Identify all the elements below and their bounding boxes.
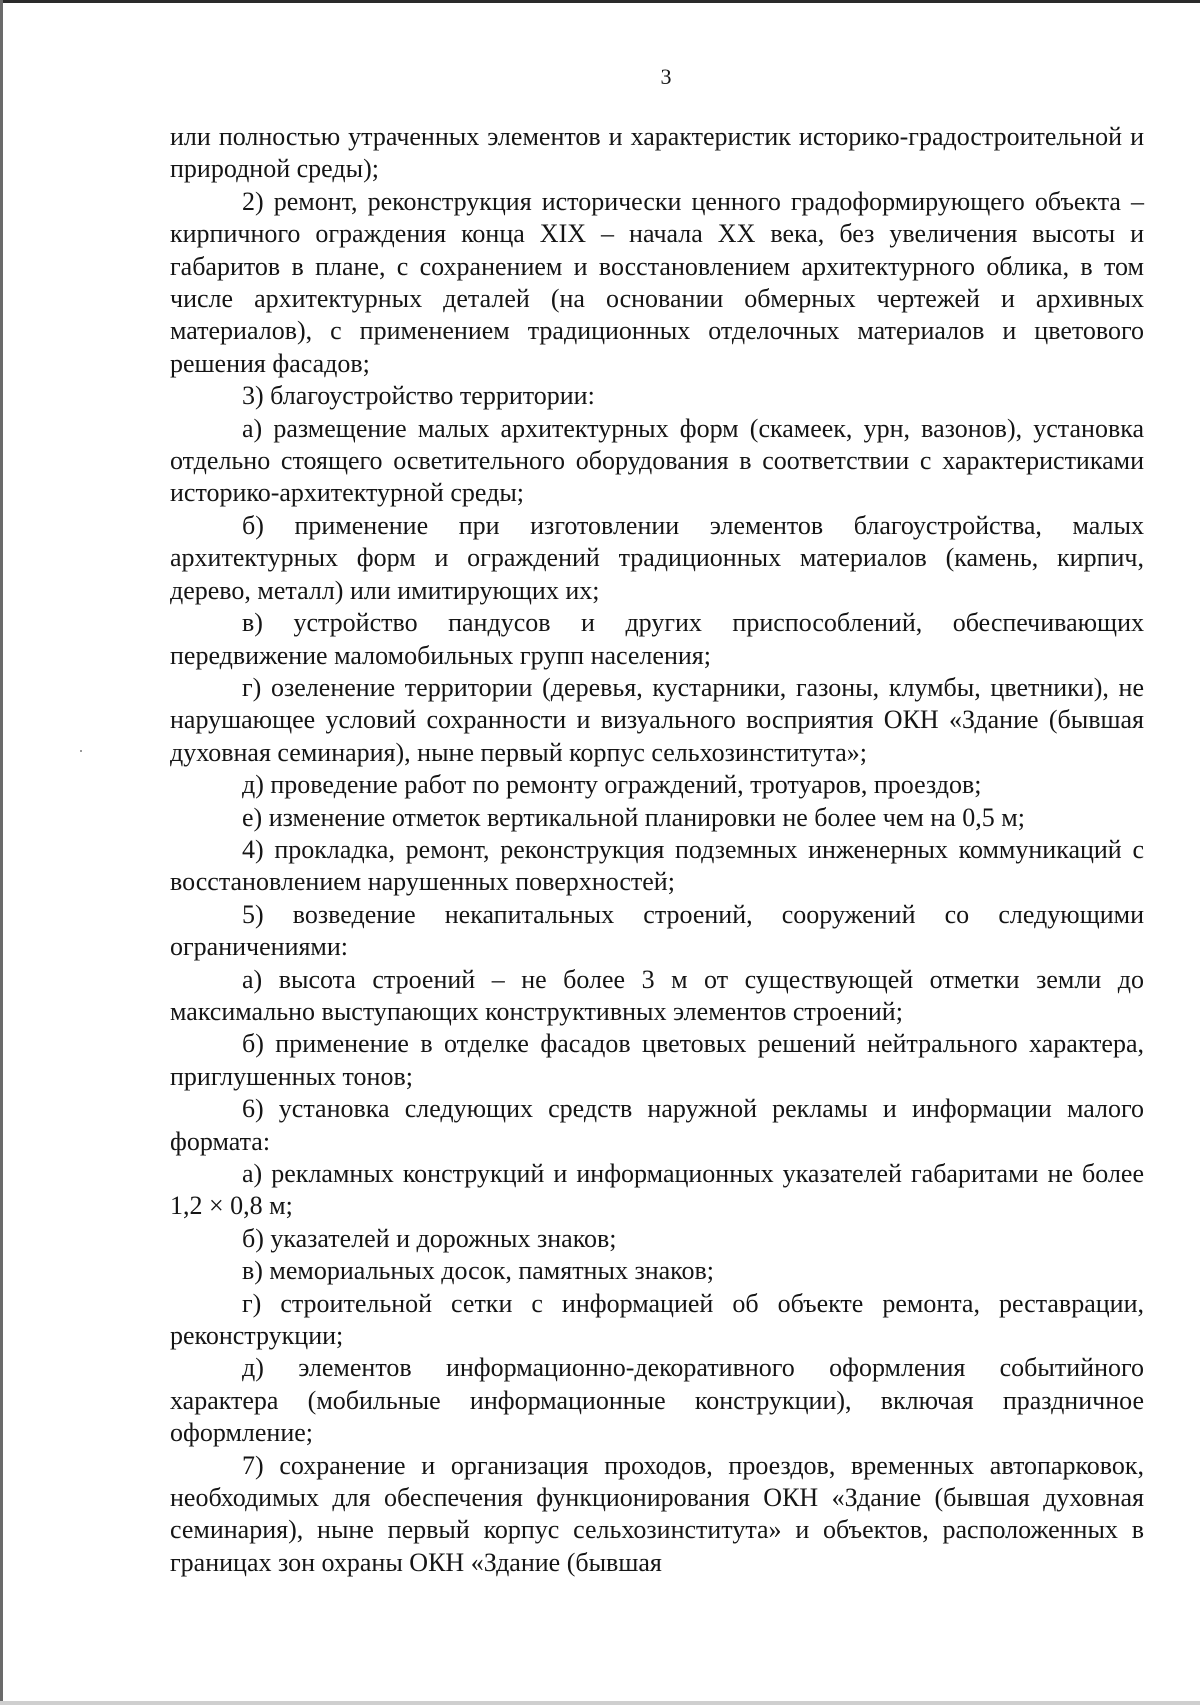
paragraph-item-6b: б) указателей и дорожных знаков; bbox=[242, 1223, 617, 1253]
paragraph-item-6d: д) элементов информационно-декоративного оформления событийного характера (мобильные информационные конструкции), включая праздничное оформление; bbox=[170, 1353, 1144, 1448]
page-number: 3 bbox=[660, 64, 672, 89]
paragraph-continuation: или полностью утраченных элементов и характеристик историко-градостроительной и природной среды); bbox=[170, 122, 1144, 184]
paragraph-item-6v: в) мемориальных досок, памятных знаков; bbox=[242, 1256, 714, 1286]
paragraph-item-6: 6) установка следующих средств наружной рекламы и информации малого формата: bbox=[170, 1094, 1144, 1156]
paragraph-item-7: 7) сохранение и организация проходов, проездов, временных автопарковок, необходимых для обеспечения функционирования ОКН «Здание (бывшая духовная семинария), ныне первый корпус сельхозинститута» и объектов, расположенных в границах зон охраны ОКН «Здание (бывшая bbox=[170, 1450, 1144, 1577]
scan-edge-bottom bbox=[0, 1701, 1200, 1705]
paragraph-item-3a: а) размещение малых архитектурных форм (скамеек, урн, вазонов), установка отдельно стоящего осветительного оборудования в соответствии с характеристиками историко-архитектурной среды; bbox=[170, 413, 1144, 508]
scan-edge-top bbox=[0, 0, 1200, 3]
scan-speck bbox=[80, 750, 82, 752]
paragraph-item-6g: г) строительной сетки с информацией об объекте ремонта, реставрации, реконструкции; bbox=[170, 1288, 1144, 1351]
document-body bbox=[170, 121, 1144, 1579]
paragraph-item-3e: е) изменение отметок вертикальной планировки не более чем на 0,5 м; bbox=[242, 802, 1025, 832]
paragraph-item-5: 5) возведение некапитальных строений, сооружений со следующими ограничениями: bbox=[170, 899, 1144, 962]
paragraph-item-4: 4) прокладка, ремонт, реконструкция подземных инженерных коммуникаций с восстановлением нарушенных поверхностей; bbox=[170, 834, 1144, 897]
paragraph-item-3d: д) проведение работ по ремонту ограждений, тротуаров, проездов; bbox=[242, 770, 982, 800]
scan-edge-left bbox=[0, 0, 3, 1705]
paragraph-item-5b: б) применение в отделке фасадов цветовых решений нейтрального характера, приглушенных тонов; bbox=[170, 1029, 1144, 1091]
paragraph-item-3b: б) применение при изготовлении элементов благоустройства, малых архитектурных форм и ограждений традиционных материалов (камень, кирпич, дерево, металл) или имитирующих их; bbox=[170, 510, 1144, 605]
paragraph-item-3g: г) озеленение территории (деревья, кустарники, газоны, клумбы, цветники), не нарушающее условий сохранности и визуального восприятия ОКН «Здание (бывшая духовная семинария), ныне первый корпус сельхозинститута»; bbox=[170, 672, 1144, 767]
paragraph-item-3: 3) благоустройство территории: bbox=[242, 381, 595, 411]
paragraph-item-3v: в) устройство пандусов и других приспособлений, обеспечивающих передвижение маломобильных групп населения; bbox=[170, 608, 1144, 670]
paragraph-item-6a: а) рекламных конструкций и информационных указателей габаритами не более 1,2 × 0,8 м; bbox=[170, 1159, 1144, 1221]
paragraph-item-5a: а) высота строений – не более 3 м от существующей отметки земли до максимально выступающих конструктивных элементов строений; bbox=[170, 964, 1144, 1026]
paragraph-item-2: 2) ремонт, реконструкция исторически ценного градоформирующего объекта – кирпичного ограждения конца XIX – начала XX века, без увеличения высоты и габаритов в плане, с сохранением и восстановлением архитектурного облика, в том числе архитектурных деталей (на основании обмерных чертежей и архивных материалов), с применением традиционных отделочных материалов и цветового решения фасадов; bbox=[170, 186, 1144, 378]
